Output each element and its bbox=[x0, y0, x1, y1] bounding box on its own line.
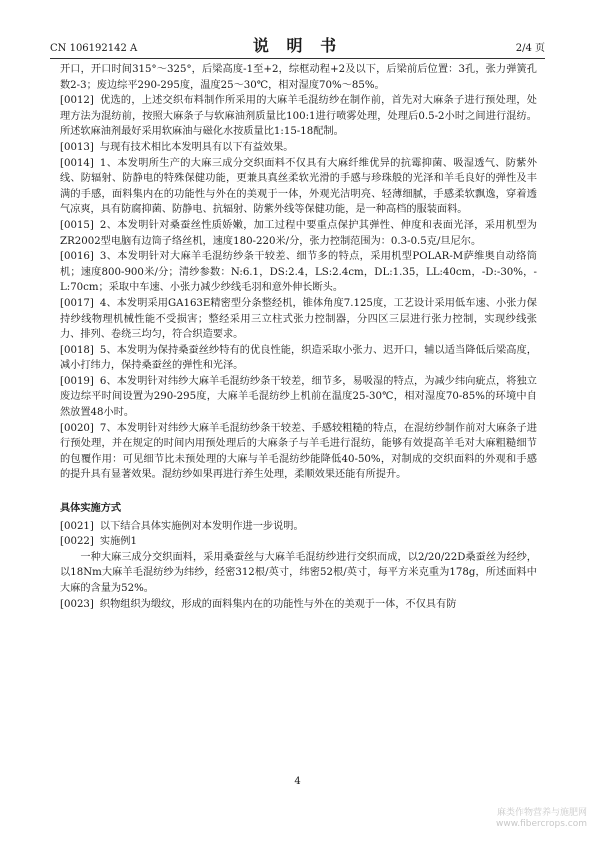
paragraph-text: 4、本发明采用GA163E精密型分条整经机，锥体角度7.125度，工艺设计采用低车速、小张力保持纱线物理机械性能不受损害；整经采用三立柱式张力控制器，分四区三层进行张力控制，实现纱线张力、排列、卷绕三均匀，符合织造要求。 bbox=[60, 297, 537, 341]
paragraph-0020 bbox=[60, 421, 537, 483]
paragraph-text: 3、本发明针对大麻羊毛混纺纱条干较差、细节多的特点，采用机型POLAR-M萨维奥自动络筒机；速度800-900米/分；清纱参数：N:6.1，DS:2.4，LS:2.4cm，DL:1.35，LL:40cm，-D:-30%，-L:70cm；采取中车速、小张力减少纱线毛羽和意外伸长断头。 bbox=[60, 251, 537, 294]
paragraph-0012 bbox=[60, 93, 537, 140]
paragraph-0016 bbox=[60, 249, 537, 296]
paragraph bbox=[60, 62, 537, 93]
paragraph-0018 bbox=[60, 343, 537, 374]
paragraph-number: [0023] bbox=[60, 598, 94, 610]
paragraph-text: 6、本发明针对纬纱大麻羊毛混纺纱条干较差，细节多，易吸湿的特点，为减少纬向疵点，将独立废边综平时间设置为290-295度，大麻羊毛混纺纱上机前在温度25-30℃，相对湿度70-85%的环境中自然放置48小时。 bbox=[60, 375, 537, 419]
watermark-url: www.fibercrops.com bbox=[496, 819, 587, 829]
document-body bbox=[60, 62, 537, 612]
watermark bbox=[496, 808, 587, 830]
watermark-name: 麻类作物营养与施肥网 bbox=[496, 808, 587, 818]
paragraph-0017 bbox=[60, 296, 537, 343]
paragraph-number: [0012] bbox=[60, 95, 94, 107]
paragraph-0022 bbox=[60, 534, 537, 550]
paragraph-number: [0020] bbox=[60, 422, 94, 434]
page-indicator: 2/4 页 bbox=[515, 43, 545, 54]
paragraph-0021 bbox=[60, 519, 537, 535]
example-paragraph: 一种大麻三成分交织面料，采用桑蚕丝与大麻羊毛混纺纱进行交织而成，以2/20/22D桑蚕丝为经纱，以18Nm大麻羊毛混纺纱为纬纱，经密312根/英寸，纬密52根/英寸，每平方米克重为178g，所述面料中大麻的含量为52%。 bbox=[60, 551, 537, 594]
paragraph-number: [0013] bbox=[60, 141, 94, 153]
paragraph-text: 与现有技术相比本发明具有以下有益效果。 bbox=[99, 141, 294, 153]
section-title: 具体实施方式 bbox=[60, 503, 122, 515]
paragraph-number: [0019] bbox=[60, 375, 94, 387]
document-title: 说 明 书 bbox=[252, 36, 343, 55]
paragraph-0014 bbox=[60, 156, 537, 218]
paragraph-0013 bbox=[60, 140, 537, 156]
paragraph-number: [0014] bbox=[60, 157, 94, 169]
paragraph-text: 优选的，上述交织布料制作所采用的大麻羊毛混纺纱在制作前，首先对大麻条子进行预处理，处理方法为混纺前，按照大麻条子与软麻油剂质量比100:1进行喷雾处理，处理后0.5-2小时之间进行混纺。所述软麻油剂最好采用软麻油与磁化水按质量比1:15-18配制。 bbox=[60, 95, 537, 138]
paragraph-text: 以下结合具体实施例对本发明作进一步说明。 bbox=[99, 520, 304, 532]
paragraph-number: [0015] bbox=[60, 219, 94, 231]
paragraph-text: 1、本发明所生产的大麻三成分交织面料不仅具有大麻纤维优异的抗霉抑菌、吸湿透气、防紫外线、防辐射、防静电的特殊保健功能，更兼具真丝柔软光滑的手感与珍珠般的光泽和羊毛良好的弹性及丰满的手感，面料集内在的功能性与外在的美观于一体，外观光洁明亮、轻薄细腻，手感柔软飘逸，穿着透气凉爽，具有防腐抑菌、防静电、抗辐射、防紫外线等保健功能，是一种高档的服装面料。 bbox=[60, 157, 537, 216]
page-header bbox=[50, 30, 545, 59]
paragraph-0019 bbox=[60, 374, 537, 421]
paragraph-0023 bbox=[60, 597, 537, 613]
paragraph-text: 织物组织为缎纹，形成的面料集内在的功能性与外在的美观于一体，不仅具有防 bbox=[99, 598, 457, 610]
patent-number: CN 106192142 A bbox=[50, 43, 138, 54]
page-number: 4 bbox=[294, 776, 301, 787]
paragraph-number: [0022] bbox=[60, 536, 94, 548]
paragraph-text: 5、本发明为保持桑蚕丝纱特有的优良性能，织造采取小张力、迟开口，辅以适当降低后梁高度，减小打纬力，保持桑蚕丝的弹性和光泽。 bbox=[60, 344, 537, 372]
paragraph-text: 2、本发明针对桑蚕丝性质娇嫩，加工过程中要重点保护其弹性、伸度和表面光泽，采用机型为 ZR2002型电脑有边筒子络丝机，速度180-220米/分，张力控制范围为：0.3-0.5克/旦尼尔。 bbox=[60, 219, 537, 247]
paragraph-0015 bbox=[60, 218, 537, 249]
paragraph-text: 7、本发明针对纬纱大麻羊毛混纺纱条干较差、手感较粗糙的特点，在混纺纱制作前对大麻条子进行预处理，并在规定的时间内用预处理后的大麻条子与羊毛进行混纺，能够有效提高羊毛对大麻粗糙细节的包覆作用：可见细节比未预处理的大麻与羊毛混纺纱能降低40-50%，对制成的交织面料的外观和手感的提升具有显著效果。混纺纱如果再进行养生处理，柔顺效果还能有所提升。 bbox=[60, 422, 537, 481]
paragraph-text: 开口，开口时间315°～325°，后梁高度-1至+2，综框动程+2及以下，后梁前后位置：3孔，张力弹簧孔数2-3；废边综平290-295度，温度25～30℃，相对湿度70%～85%。 bbox=[60, 64, 537, 91]
paragraph-number: [0016] bbox=[60, 251, 94, 263]
paragraph-number: [0017] bbox=[60, 297, 94, 309]
paragraph-number: [0018] bbox=[60, 344, 94, 356]
paragraph-number: [0021] bbox=[60, 520, 94, 532]
example-heading: 实施例1 bbox=[99, 536, 137, 548]
